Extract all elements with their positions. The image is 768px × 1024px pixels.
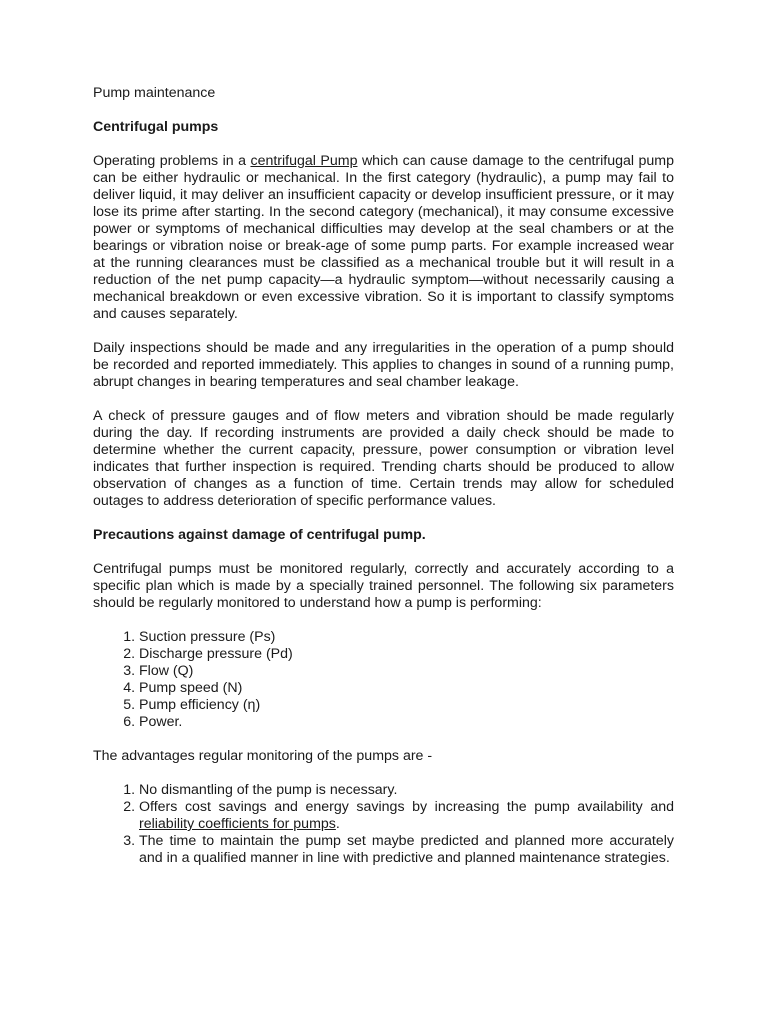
paragraph-operating-problems [93, 153, 674, 323]
list-item: 3. Flow (Q) [139, 663, 674, 680]
link-reliability-coefficients[interactable]: reliability coefficients for pumps [139, 816, 336, 832]
link-centrifugal-pump[interactable]: centrifugal Pump [250, 153, 358, 169]
list-item: 6. Power. [139, 714, 674, 731]
paragraph-text: Operating problems in a [93, 153, 251, 169]
list-item-text: Offers cost savings and energy savings by increasing the pump availability and [139, 799, 674, 815]
list-item: 5. Pump efficiency (η) [139, 697, 674, 714]
heading-centrifugal-pumps: Centrifugal pumps [93, 119, 219, 135]
paragraph-monitoring: Centrifugal pumps must be monitored regularly, correctly and accurately according to a specific plan which is made by a specially trained personnel. The following six parameters should be regularly monitored to understand how a pump is performing: [93, 561, 674, 611]
list-item [139, 799, 674, 833]
list-item: 2. Discharge pressure (Pd) [139, 646, 674, 663]
paragraph-text: which can cause damage to the centrifugal pump can be either hydraulic or mechanical. In the first category (hydraulic), a pump may fail to deliver liquid, it may deliver an insufficient capacity or develop insufficient pressure, or it may lose its prime after starting. In the second category (mechanical), it may consume excessive power or symptoms of mechanical difficulties may develop at the seal chambers or at the bearings or vibration noise or break-age of some pump parts. For example increased wear at the running clearances must be classified as a mechanical trouble but it will result in a reduction of the net pump capacity—a hydraulic symptom—without necessarily causing a mechanical breakdown or even excessive vibration. So it is important to classify symptoms and causes separately. [93, 153, 675, 322]
paragraph-daily-inspections: Daily inspections should be made and any irregularities in the operation of a pump should be recorded and reported immediately. This applies to changes in sound of a running pump, abrupt changes in bearing temperatures and seal chamber leakage. [93, 340, 674, 390]
list-item-text: . [335, 816, 340, 832]
heading-precautions: Precautions against damage of centrifugal pump. [93, 527, 426, 543]
document-page [93, 85, 674, 884]
list-item: 3. The time to maintain the pump set maybe predicted and planned more accurately and in a qualified manner in line with predictive and planned maintenance strategies. [139, 833, 674, 867]
list-item: 1. No dismantling of the pump is necessary. [139, 782, 674, 799]
paragraph-pressure-gauges: A check of pressure gauges and of flow meters and vibration should be made regularly during the day. If recording instruments are provided a daily check should be made to determine whether the current capacity, pressure, power consumption or vibration level indicates that further inspection is required. Trending charts should be produced to allow observation of changes as a function of time. Certain trends may allow for scheduled outages to address deterioration of specific performance values. [93, 408, 674, 509]
list-item: 4. Pump speed (N) [139, 680, 674, 697]
parameters-list [93, 629, 674, 731]
list-item: 1. Suction pressure (Ps) [139, 629, 674, 646]
advantages-list [93, 782, 674, 867]
paragraph-advantages-intro: The advantages regular monitoring of the pumps are - [93, 748, 433, 764]
document-title: Pump maintenance [93, 85, 216, 101]
